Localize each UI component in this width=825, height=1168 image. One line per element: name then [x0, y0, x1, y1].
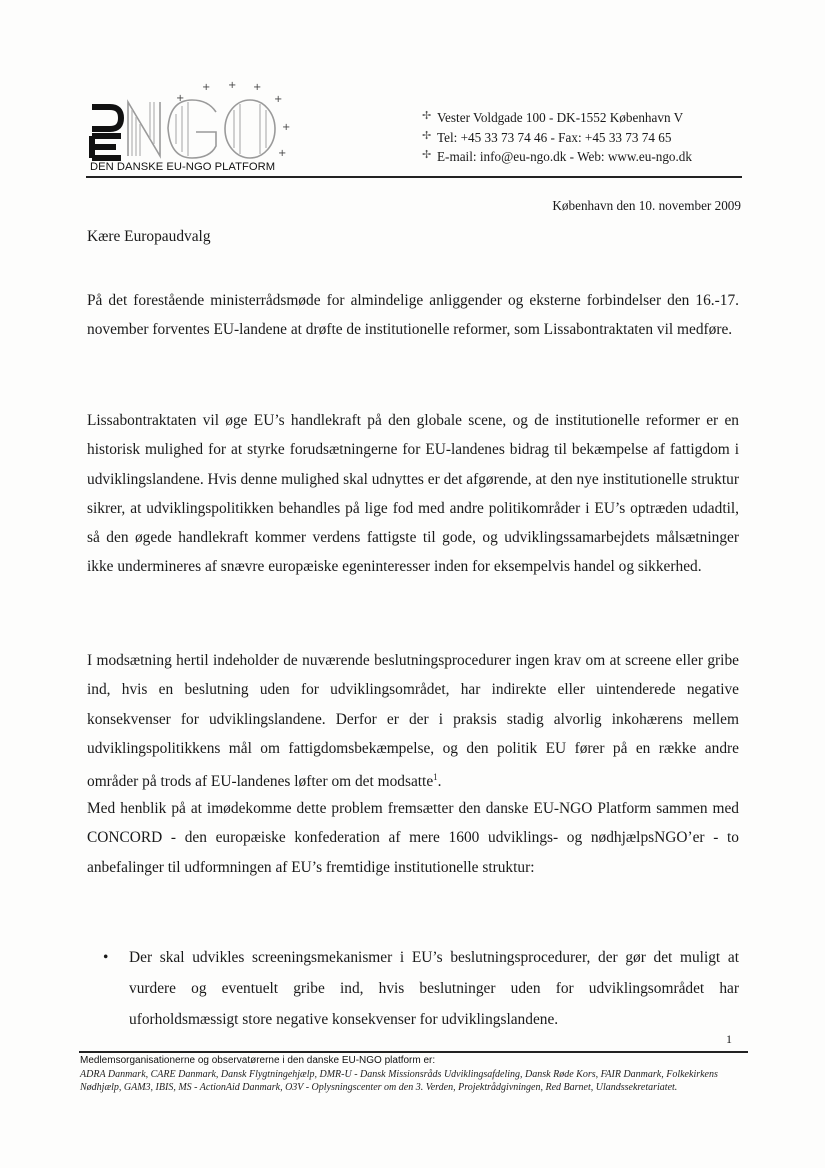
- star-bullet-icon: ✢: [422, 110, 432, 122]
- paragraph-3-end: .: [437, 773, 442, 791]
- contact-address: Vester Voldgade 100 - DK-1552 København V: [437, 110, 684, 125]
- paragraph-2: Lissabontraktaten vil øge EU’s handlekraft på den globale scene, og de institutionelle reformer er en historisk mulighed for at styrke forudsætningerne for EU-landenes bidrag til bekæmpelse af fattigdom i udviklingslandene. Hvis denne mulighed skal udnyttes er det afgørende, at den nye institutionelle struktur sikrer, at udviklingspolitikken behandles på lige fod med andre politikområder i EU’s optræden udadtil, så den øgede handlekraft kommer verdens fattigste til gode, og udviklingssamarbejdets målsætninger ikke undermineres af snævre europæiske egeninteresser inden for eksempelvis handel og sikkerhed.: [87, 412, 739, 576]
- ngo-hatched-letters: [128, 100, 275, 158]
- svg-text:+: +: [253, 82, 262, 93]
- paragraph-3-text: I modsætning hertil indeholder de nuværende beslutningsprocedurer ingen krav om at screene eller gribe ind, hvis en beslutning uden for udviklingsområdet, har indirekte eller uintenderede negative konsekvenser for udviklingslandene. Derfor er der i praksis stadig alvorlig inkohærens mellem udviklingspolitikkens mål om fattigdomsbekæmpelse, og den politik EU fører på en række andre områder på trods af EU-landenes løfter om det modsatte: [87, 652, 739, 791]
- footer-heading: Medlemsorganisationerne og observatørerne i den danske EU-NGO platform er:: [80, 1055, 436, 1066]
- star-bullet-icon: ✢: [422, 129, 432, 142]
- eu-ngo-logo: [88, 80, 291, 176]
- platform-name: DEN DANSKE EU-NGO PLATFORM: [90, 161, 276, 173]
- bullet-item-1: Der skal udvikles screeningsmekanismer i EU’s beslutningsprocedurer, der gør det muligt at vurdere og eventuelt gribe ind, hvis beslutninger uden for udviklingsområdet har uforholdsmæssigt store negative konsekvenser for udviklingslandene.: [129, 949, 739, 1028]
- contact-email-web: E-mail: info@eu-ngo.dk - Web: www.eu-ngo.dk: [437, 149, 692, 164]
- bullet-icon: •: [103, 949, 109, 966]
- svg-text:+: +: [228, 80, 237, 91]
- paragraph-1: På det forestående ministerrådsmøde for almindelige anliggender og eksterne forbindelser den 16.-17. november forventes EU-landene at drøfte de institutionelle reformer, som Lissabontraktaten vil medføre.: [87, 292, 739, 339]
- contact-address-line: [422, 108, 742, 128]
- footer-divider: [79, 1051, 748, 1053]
- page-number: 1: [726, 1032, 732, 1046]
- contact-email-line: [422, 147, 742, 167]
- salutation: Kære Europaudvalg: [87, 228, 211, 245]
- paragraph-4: Med henblik på at imødekomme dette problem fremsætter den danske EU-NGO Platform sammen med CONCORD - den europæiske konfederation af mere 1600 udviklings- og nødhjælpsNGO’er - to anbefalinger til udformningen af EU’s fremtidige institutionelle struktur:: [87, 800, 739, 876]
- footnote-marker: 1: [433, 772, 438, 783]
- svg-text:+: +: [278, 148, 287, 159]
- svg-text:+: +: [202, 82, 211, 93]
- contact-phone-fax: Tel: +45 33 73 74 46 - Fax: +45 33 73 74 65: [437, 129, 672, 145]
- paragraph-3: [87, 646, 739, 797]
- letter-date: København den 10. november 2009: [552, 198, 741, 213]
- svg-text:+: +: [274, 94, 283, 105]
- eu-rotated-mark: [92, 107, 121, 158]
- contact-block: [422, 108, 742, 167]
- contact-phone-line: [422, 128, 742, 148]
- header-divider: [86, 176, 742, 178]
- star-bullet-icon: ✢: [422, 149, 432, 161]
- footer-members: ADRA Danmark, CARE Danmark, Dansk Flygtningehjælp, DMR-U - Dansk Missionsråds Udviklingsafdeling, Dansk Røde Kors, FAIR Danmark, Folkekirkens Nødhjælp, GAM3, IBIS, MS - ActionAid Danmark, O3V - Oplysningscenter om den 3. Verden, Projektrådgivningen, Red Barnet, Ulandssekretariatet.: [80, 1069, 718, 1093]
- svg-text:+: +: [176, 93, 185, 104]
- svg-text:+: +: [282, 122, 291, 133]
